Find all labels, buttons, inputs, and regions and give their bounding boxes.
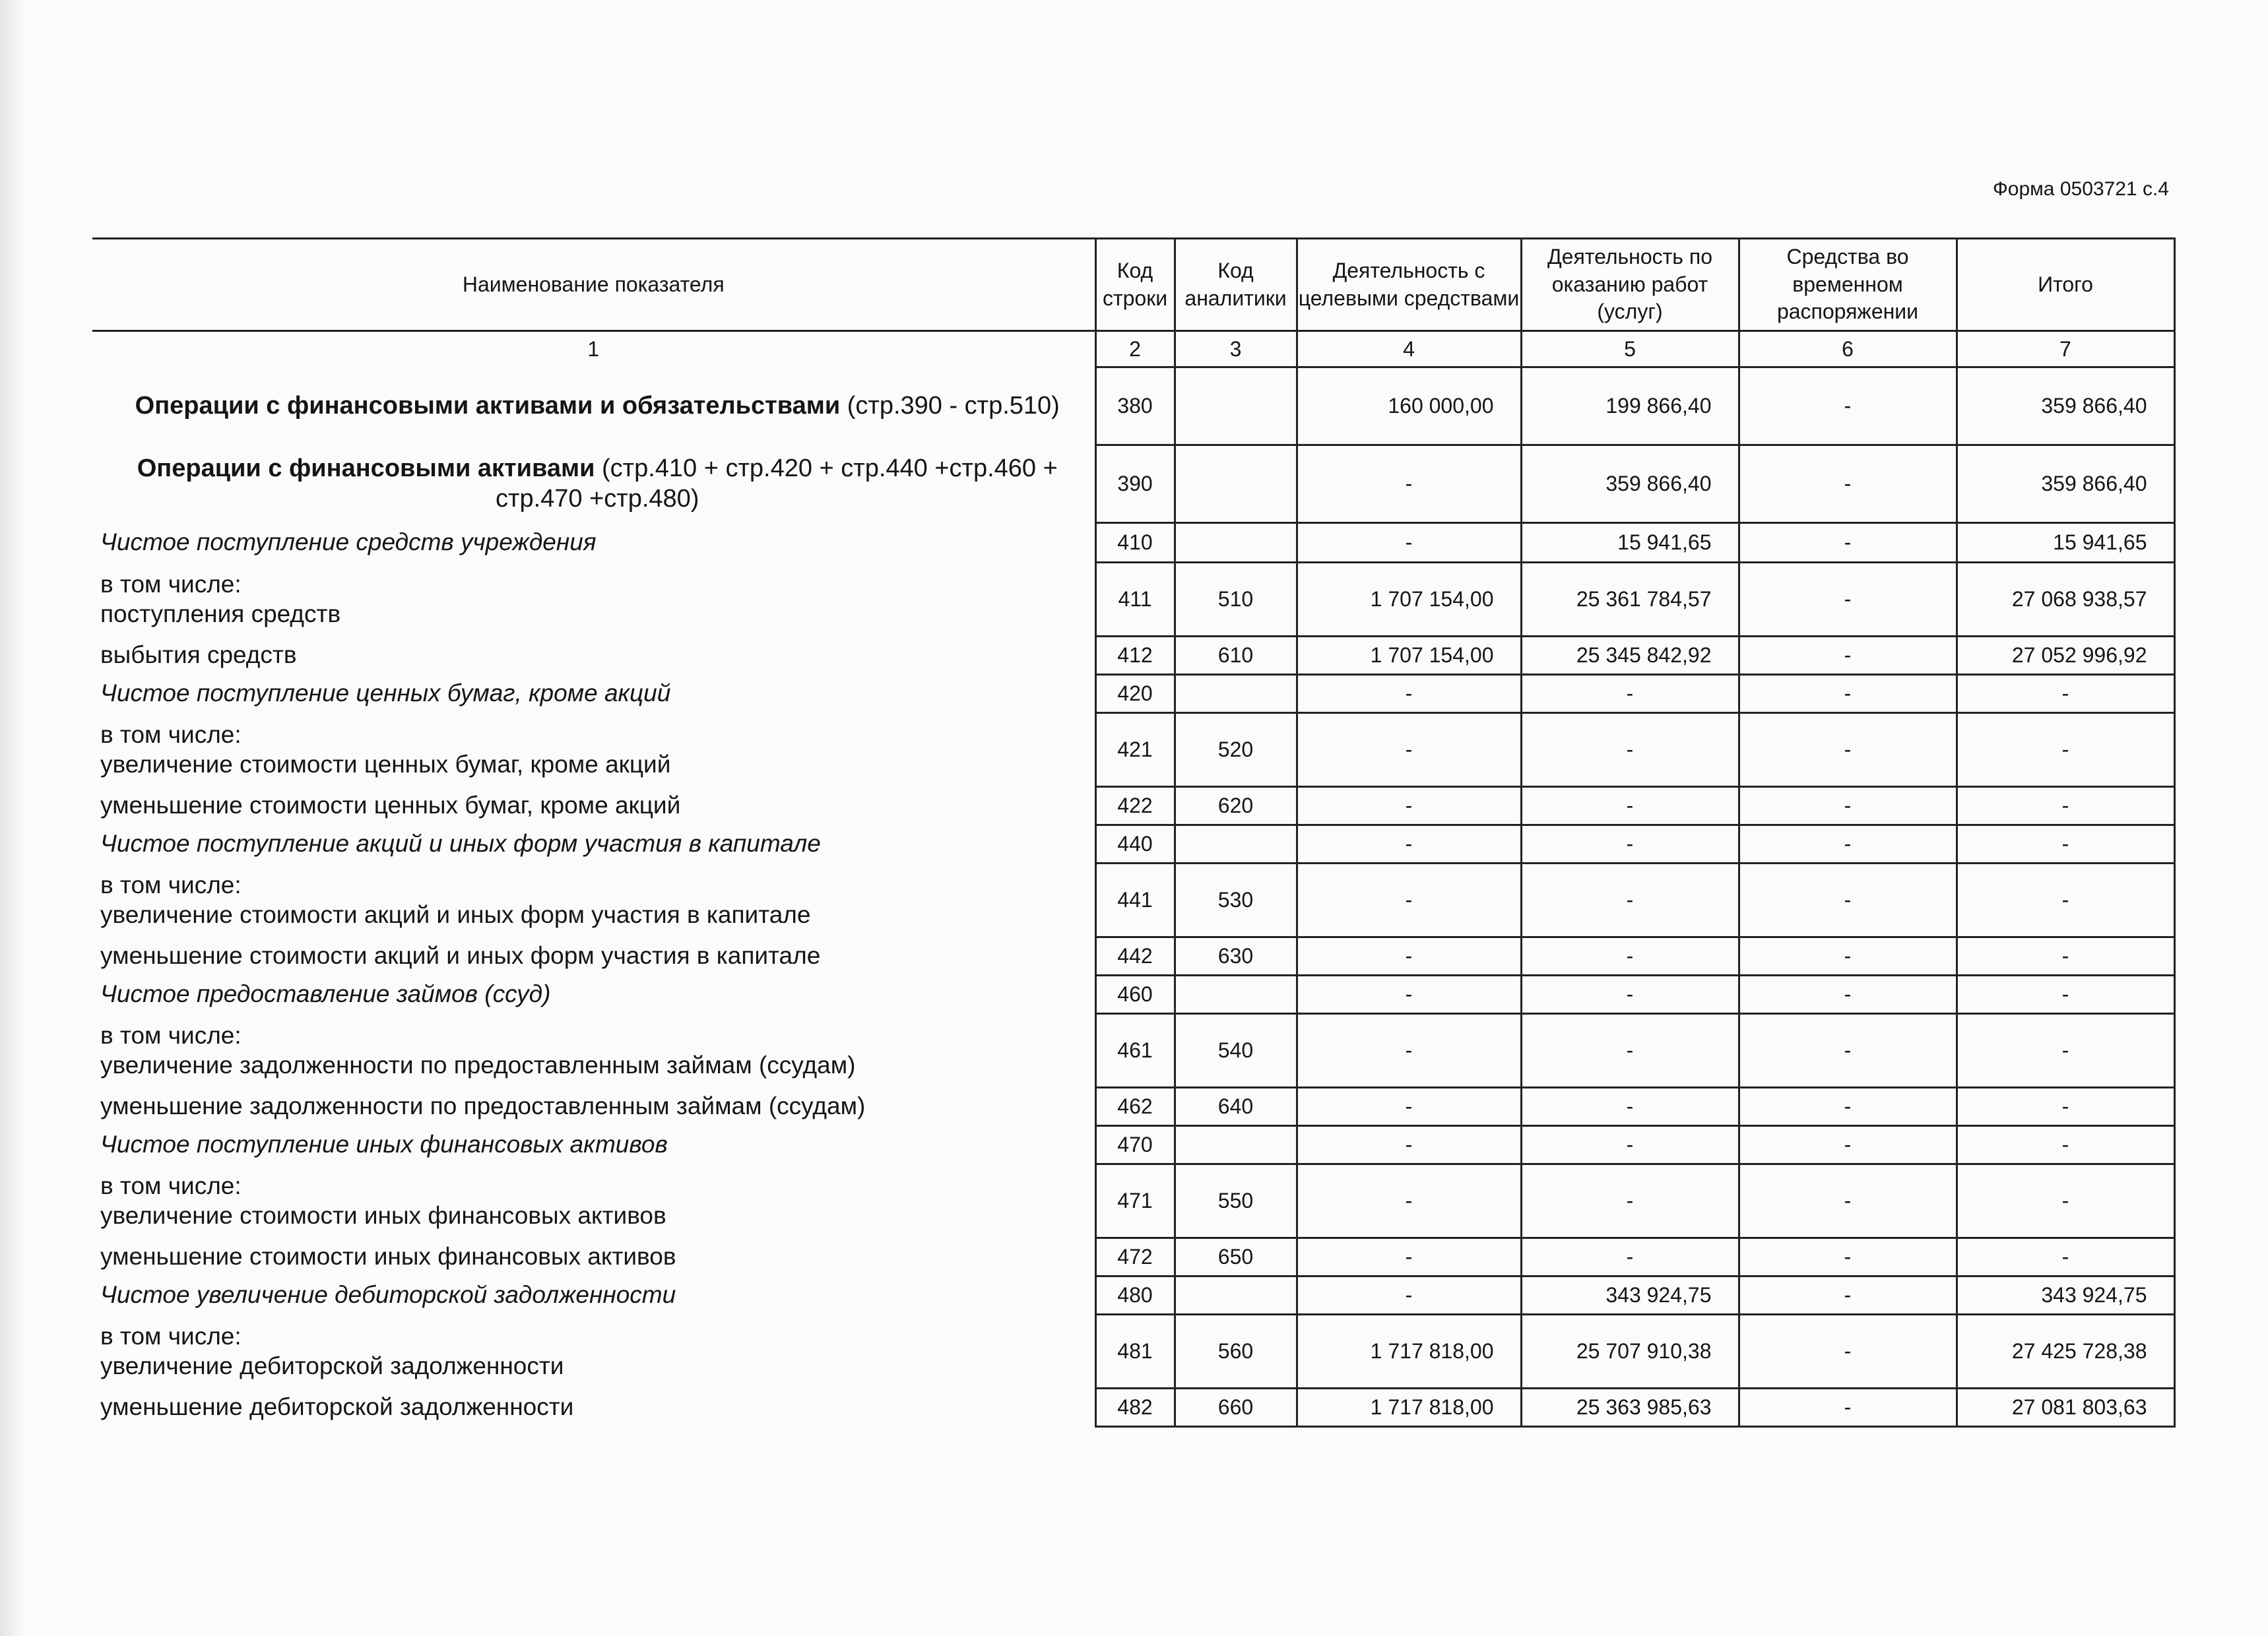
services-value: 25 707 910,38: [1521, 1315, 1739, 1389]
row-label: выбытия средств: [100, 641, 297, 669]
total-value: -: [1957, 1014, 2174, 1088]
analytic-code: 640: [1175, 1088, 1297, 1126]
table-body: [92, 367, 2174, 1427]
column-number: 6: [1739, 331, 1957, 367]
target-funds-value: 160 000,00: [1297, 367, 1521, 445]
analytic-code: [1175, 825, 1297, 864]
target-funds-value: -: [1297, 523, 1521, 563]
line-code: 380: [1095, 367, 1175, 445]
row-label: уменьшение стоимости акций и иных форм участия в капитале: [100, 942, 821, 970]
services-value: -: [1521, 675, 1739, 713]
table-row: [92, 1389, 2174, 1427]
services-value: -: [1521, 937, 1739, 976]
header-temporary-funds: Средства во временном распоряжении: [1739, 239, 1957, 331]
column-number: 5: [1521, 331, 1739, 367]
row-sublabel: увеличение стоимости иных финансовых активов: [100, 1201, 666, 1229]
table-row: [92, 1088, 2174, 1126]
total-value: 27 081 803,63: [1957, 1389, 2174, 1427]
row-name: [92, 1389, 1095, 1427]
header-row: [92, 239, 2174, 331]
temporary-funds-value: -: [1739, 675, 1957, 713]
line-code: 461: [1095, 1014, 1175, 1088]
temporary-funds-value: -: [1739, 1088, 1957, 1126]
services-value: -: [1521, 1164, 1739, 1238]
total-value: -: [1957, 825, 2174, 864]
total-value: -: [1957, 937, 2174, 976]
temporary-funds-value: -: [1739, 367, 1957, 445]
line-code: 412: [1095, 637, 1175, 675]
form-code: Форма 0503721 с.4: [1993, 178, 2169, 200]
analytic-code: 510: [1175, 563, 1297, 637]
column-number: 7: [1957, 331, 2174, 367]
temporary-funds-value: -: [1739, 563, 1957, 637]
temporary-funds-value: -: [1739, 713, 1957, 787]
temporary-funds-value: -: [1739, 1164, 1957, 1238]
services-value: -: [1521, 825, 1739, 864]
total-value: -: [1957, 1238, 2174, 1276]
temporary-funds-value: -: [1739, 825, 1957, 864]
column-number: 2: [1095, 331, 1175, 367]
temporary-funds-value: -: [1739, 1276, 1957, 1315]
temporary-funds-value: -: [1739, 1315, 1957, 1389]
services-value: 199 866,40: [1521, 367, 1739, 445]
table-row: [92, 1315, 2174, 1389]
target-funds-value: -: [1297, 675, 1521, 713]
row-name: [92, 445, 1095, 523]
row-name: [92, 713, 1095, 787]
table-row: [92, 1164, 2174, 1238]
table-row: [92, 367, 2174, 445]
column-number: 1: [92, 331, 1095, 367]
target-funds-value: 1 717 818,00: [1297, 1315, 1521, 1389]
total-value: -: [1957, 976, 2174, 1014]
row-name: [92, 1014, 1095, 1088]
target-funds-value: -: [1297, 864, 1521, 937]
total-value: -: [1957, 787, 2174, 825]
header-line-code: Код строки: [1095, 239, 1175, 331]
row-name: [92, 1238, 1095, 1276]
row-name: [92, 1276, 1095, 1315]
row-name-formula: (стр.410 + стр.420 + стр.440 +стр.460 + стр.470 +стр.480): [496, 454, 1058, 513]
target-funds-value: -: [1297, 1126, 1521, 1164]
row-name: [92, 864, 1095, 937]
analytic-code: [1175, 523, 1297, 563]
services-value: -: [1521, 1014, 1739, 1088]
target-funds-value: -: [1297, 787, 1521, 825]
target-funds-value: 1 707 154,00: [1297, 637, 1521, 675]
analytic-code: [1175, 367, 1297, 445]
line-code: 480: [1095, 1276, 1175, 1315]
total-value: -: [1957, 713, 2174, 787]
temporary-funds-value: -: [1739, 445, 1957, 523]
row-name-bold: Операции с финансовыми активами и обязательствами: [135, 391, 841, 420]
services-value: 25 361 784,57: [1521, 563, 1739, 637]
header-total: Итого: [1957, 239, 2174, 331]
header-services: Деятельность по оказанию работ (услуг): [1521, 239, 1739, 331]
row-name: [92, 1126, 1095, 1164]
analytic-code: [1175, 1126, 1297, 1164]
total-value: 359 866,40: [1957, 367, 2174, 445]
table-row: [92, 1276, 2174, 1315]
table-row: [92, 1126, 2174, 1164]
target-funds-value: 1 707 154,00: [1297, 563, 1521, 637]
table-row: [92, 563, 2174, 637]
analytic-code: [1175, 675, 1297, 713]
total-value: 27 068 938,57: [1957, 563, 2174, 637]
table-row: [92, 937, 2174, 976]
total-value: 359 866,40: [1957, 445, 2174, 523]
header-name: Наименование показателя: [92, 239, 1095, 331]
services-value: -: [1521, 787, 1739, 825]
row-name: [92, 523, 1095, 563]
line-code: 460: [1095, 976, 1175, 1014]
target-funds-value: 1 717 818,00: [1297, 1389, 1521, 1427]
temporary-funds-value: -: [1739, 1126, 1957, 1164]
row-name: [92, 675, 1095, 713]
total-value: -: [1957, 1164, 2174, 1238]
scan-edge: [0, 0, 26, 1636]
temporary-funds-value: -: [1739, 1389, 1957, 1427]
temporary-funds-value: -: [1739, 937, 1957, 976]
analytic-code: 620: [1175, 787, 1297, 825]
row-label: в том числе:: [100, 571, 242, 598]
row-name: [92, 937, 1095, 976]
row-name: [92, 637, 1095, 675]
table-row: [92, 637, 2174, 675]
total-value: 343 924,75: [1957, 1276, 2174, 1315]
analytic-code: 650: [1175, 1238, 1297, 1276]
analytic-code: [1175, 1276, 1297, 1315]
target-funds-value: -: [1297, 445, 1521, 523]
row-label: уменьшение стоимости ценных бумаг, кроме акций: [100, 792, 681, 819]
total-value: -: [1957, 1088, 2174, 1126]
line-code: 462: [1095, 1088, 1175, 1126]
table-row: [92, 825, 2174, 864]
table-row: [92, 976, 2174, 1014]
total-value: -: [1957, 1126, 2174, 1164]
total-value: 27 425 728,38: [1957, 1315, 2174, 1389]
table-row: [92, 675, 2174, 713]
row-label: в том числе:: [100, 1172, 242, 1200]
analytic-code: 560: [1175, 1315, 1297, 1389]
services-value: 359 866,40: [1521, 445, 1739, 523]
services-value: -: [1521, 713, 1739, 787]
row-label: в том числе:: [100, 871, 242, 899]
row-sublabel: увеличение стоимости ценных бумаг, кроме акций: [100, 750, 671, 778]
analytic-code: [1175, 976, 1297, 1014]
row-name: [92, 976, 1095, 1014]
row-label: в том числе:: [100, 1323, 242, 1350]
row-sublabel: увеличение стоимости акций и иных форм участия в капитале: [100, 900, 811, 928]
row-label: в том числе:: [100, 1022, 242, 1050]
target-funds-value: -: [1297, 1014, 1521, 1088]
line-code: 442: [1095, 937, 1175, 976]
temporary-funds-value: -: [1739, 523, 1957, 563]
row-label: Чистое увеличение дебиторской задолженности: [100, 1281, 676, 1309]
column-number: 4: [1297, 331, 1521, 367]
line-code: 470: [1095, 1126, 1175, 1164]
line-code: 472: [1095, 1238, 1175, 1276]
target-funds-value: -: [1297, 1238, 1521, 1276]
row-name: [92, 1088, 1095, 1126]
table-row: [92, 445, 2174, 523]
services-value: 25 345 842,92: [1521, 637, 1739, 675]
target-funds-value: -: [1297, 1088, 1521, 1126]
line-code: 471: [1095, 1164, 1175, 1238]
services-value: 15 941,65: [1521, 523, 1739, 563]
table-row: [92, 864, 2174, 937]
row-label: в том числе:: [100, 721, 242, 749]
analytic-code: 610: [1175, 637, 1297, 675]
line-code: 410: [1095, 523, 1175, 563]
row-sublabel: поступления средств: [100, 600, 341, 627]
services-value: 25 363 985,63: [1521, 1389, 1739, 1427]
line-code: 390: [1095, 445, 1175, 523]
line-code: 420: [1095, 675, 1175, 713]
total-value: -: [1957, 864, 2174, 937]
row-name: [92, 1315, 1095, 1389]
temporary-funds-value: -: [1739, 1238, 1957, 1276]
row-label: Чистое поступление акций и иных форм участия в капитале: [100, 830, 821, 858]
analytic-code: 530: [1175, 864, 1297, 937]
row-label: Чистое поступление ценных бумаг, кроме акций: [100, 679, 671, 707]
report-table: [92, 237, 2176, 1428]
temporary-funds-value: -: [1739, 787, 1957, 825]
line-code: 422: [1095, 787, 1175, 825]
line-code: 421: [1095, 713, 1175, 787]
row-label: Чистое поступление иных финансовых активов: [100, 1131, 668, 1158]
services-value: -: [1521, 1088, 1739, 1126]
line-code: 441: [1095, 864, 1175, 937]
column-number-row: [92, 331, 2174, 367]
services-value: -: [1521, 976, 1739, 1014]
row-label: уменьшение задолженности по предоставленным займам (ссудам): [100, 1092, 866, 1120]
target-funds-value: -: [1297, 713, 1521, 787]
row-name-bold: Операции с финансовыми активами: [137, 454, 595, 482]
row-label: Чистое предоставление займов (ссуд): [100, 980, 551, 1008]
row-sublabel: увеличение задолженности по предоставленным займам (ссудам): [100, 1051, 856, 1079]
total-value: -: [1957, 675, 2174, 713]
table-row: [92, 1014, 2174, 1088]
temporary-funds-value: -: [1739, 864, 1957, 937]
target-funds-value: -: [1297, 825, 1521, 864]
row-label: Чистое поступление средств учреждения: [100, 528, 597, 556]
row-name: [92, 367, 1095, 445]
analytic-code: [1175, 445, 1297, 523]
temporary-funds-value: -: [1739, 1014, 1957, 1088]
table-row: [92, 787, 2174, 825]
target-funds-value: -: [1297, 1276, 1521, 1315]
temporary-funds-value: -: [1739, 637, 1957, 675]
row-label: уменьшение стоимости иных финансовых активов: [100, 1243, 676, 1271]
target-funds-value: -: [1297, 937, 1521, 976]
target-funds-value: -: [1297, 976, 1521, 1014]
header-target-funds: Деятельность с целевыми средствами: [1297, 239, 1521, 331]
row-label: уменьшение дебиторской задолженности: [100, 1393, 574, 1421]
row-name: [92, 787, 1095, 825]
row-name-formula: (стр.390 - стр.510): [840, 391, 1060, 420]
table-row: [92, 1238, 2174, 1276]
temporary-funds-value: -: [1739, 976, 1957, 1014]
analytic-code: 550: [1175, 1164, 1297, 1238]
line-code: 482: [1095, 1389, 1175, 1427]
services-value: -: [1521, 1238, 1739, 1276]
row-sublabel: увеличение дебиторской задолженности: [100, 1352, 564, 1379]
table-row: [92, 713, 2174, 787]
total-value: 15 941,65: [1957, 523, 2174, 563]
services-value: -: [1521, 1126, 1739, 1164]
target-funds-value: -: [1297, 1164, 1521, 1238]
services-value: -: [1521, 864, 1739, 937]
row-name: [92, 1164, 1095, 1238]
row-name: [92, 563, 1095, 637]
column-number: 3: [1175, 331, 1297, 367]
row-name: [92, 825, 1095, 864]
line-code: 411: [1095, 563, 1175, 637]
table-row: [92, 523, 2174, 563]
line-code: 481: [1095, 1315, 1175, 1389]
total-value: 27 052 996,92: [1957, 637, 2174, 675]
header-analytic-code: Код аналитики: [1175, 239, 1297, 331]
line-code: 440: [1095, 825, 1175, 864]
analytic-code: 660: [1175, 1389, 1297, 1427]
analytic-code: 630: [1175, 937, 1297, 976]
analytic-code: 520: [1175, 713, 1297, 787]
services-value: 343 924,75: [1521, 1276, 1739, 1315]
analytic-code: 540: [1175, 1014, 1297, 1088]
